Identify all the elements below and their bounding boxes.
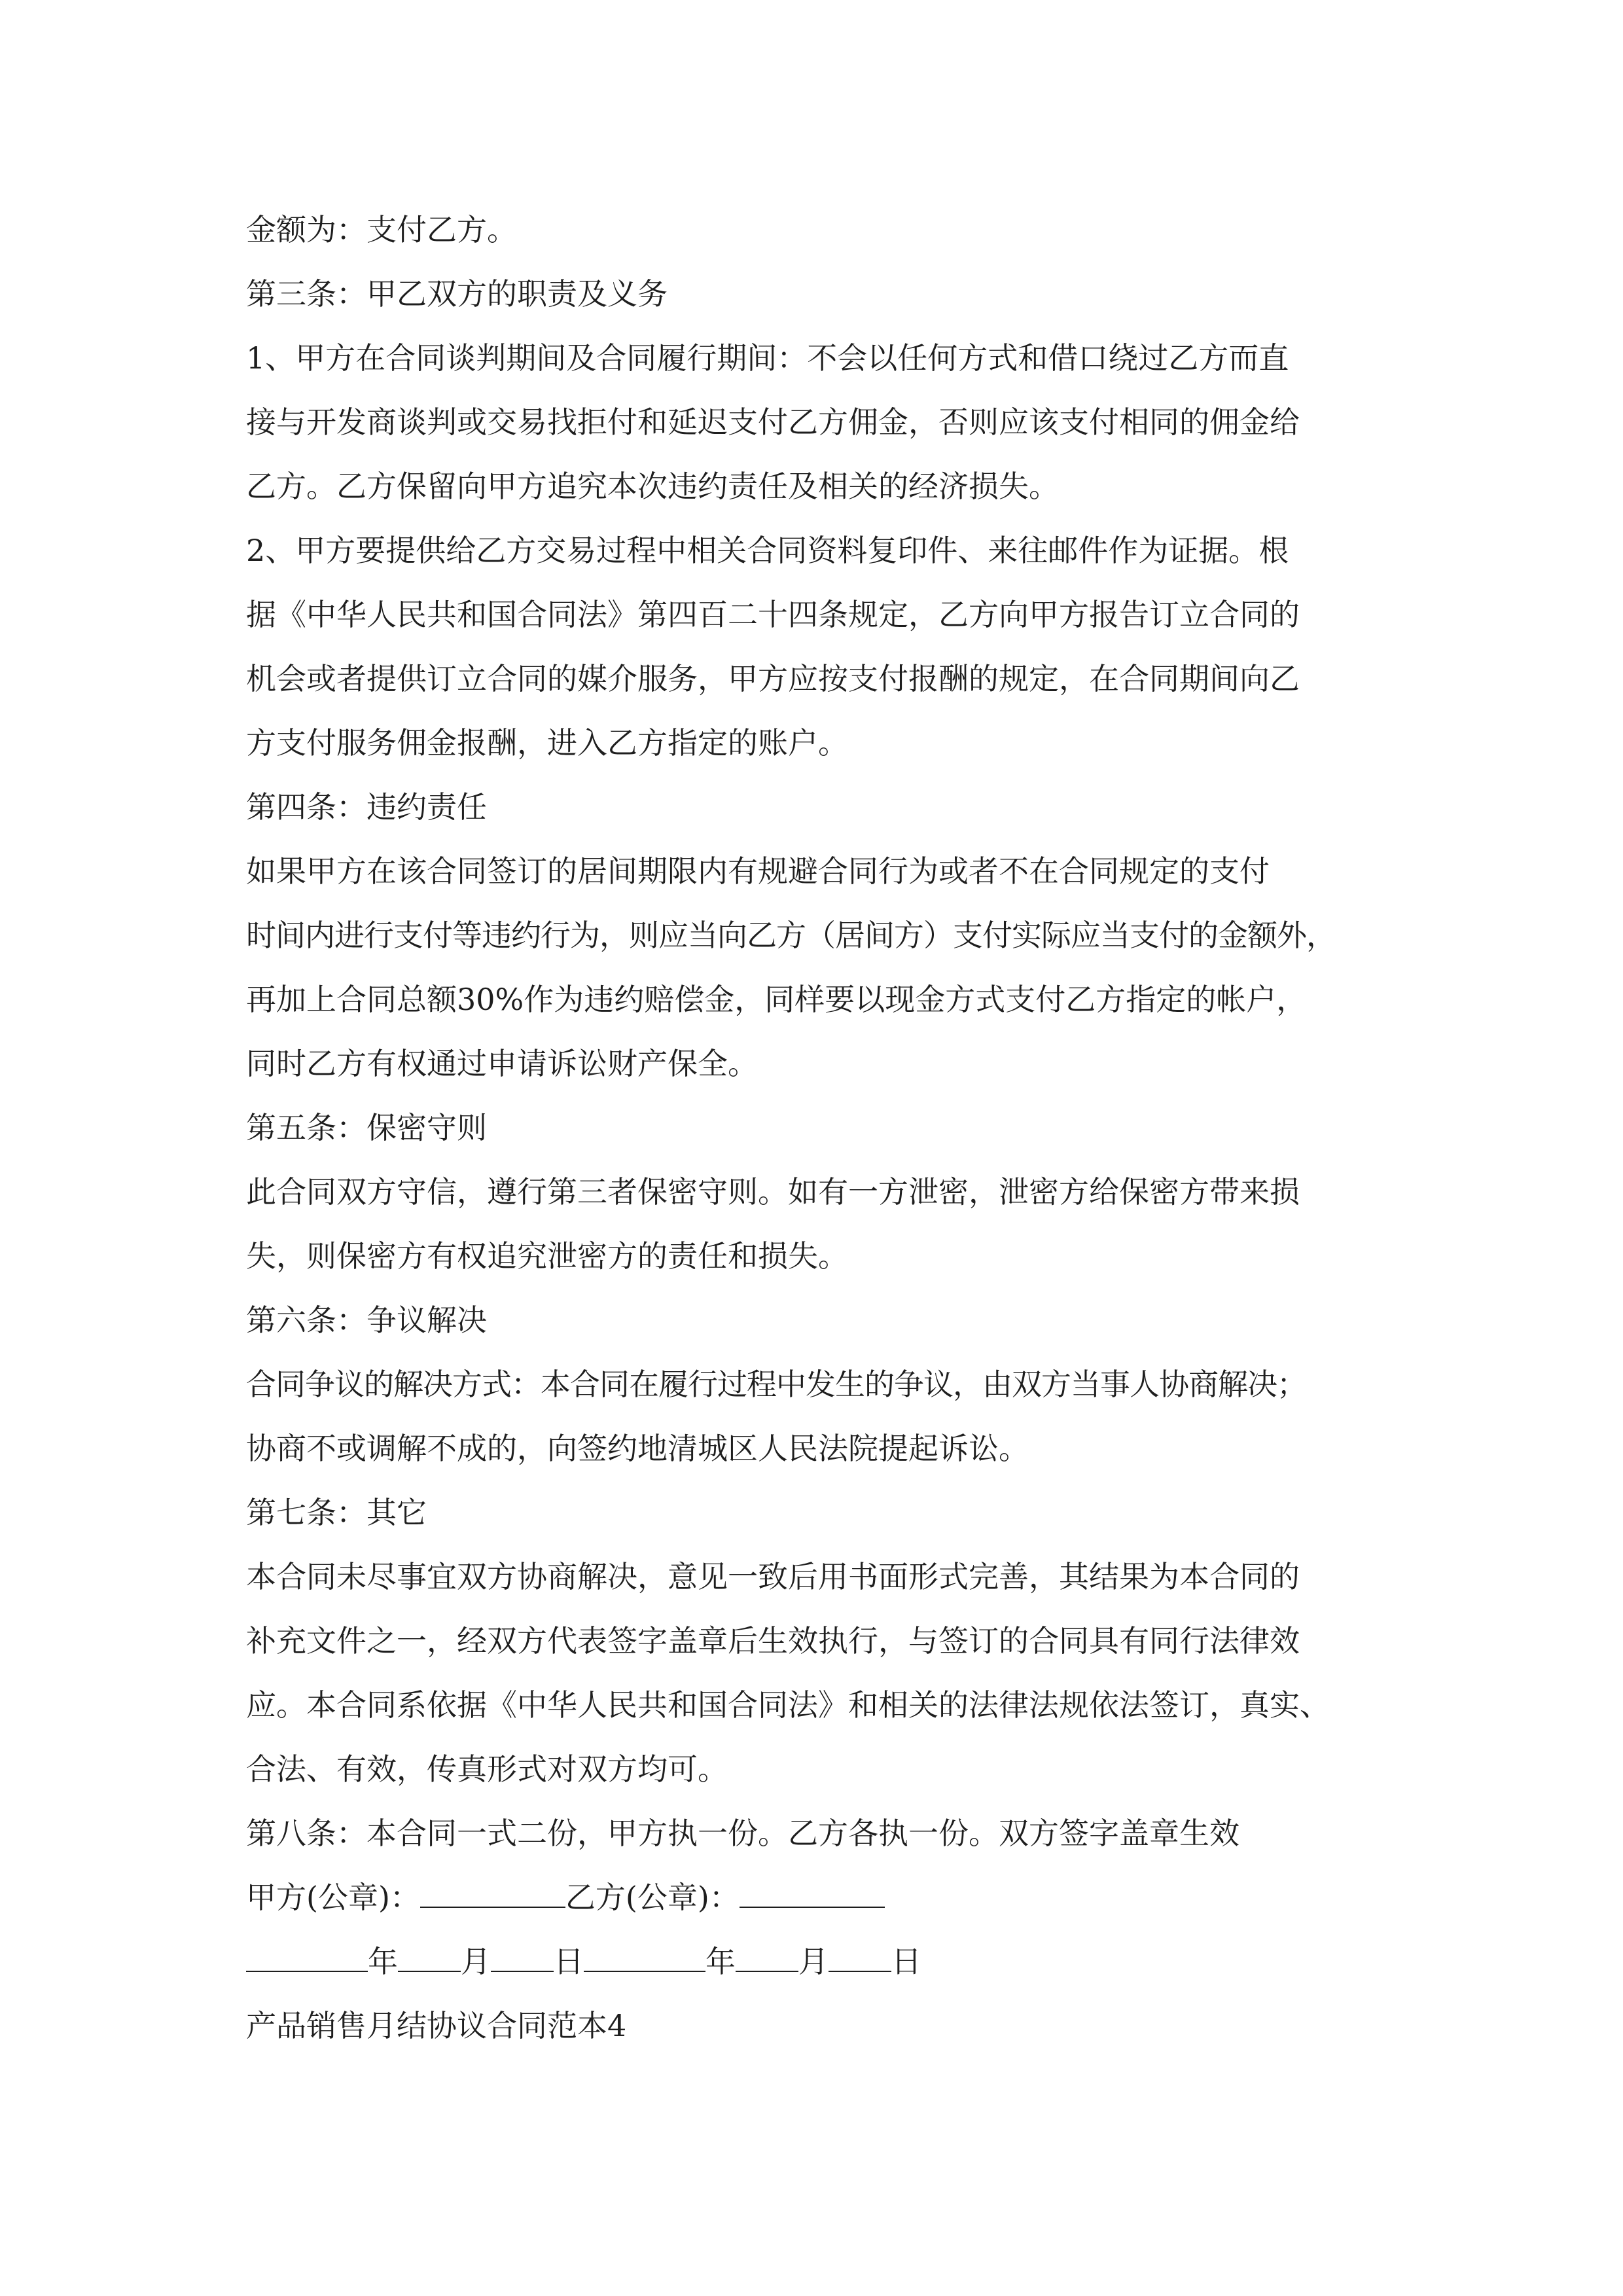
text-line: 方支付服务佣金报酬，进入乙方指定的账户。 [246, 725, 848, 761]
next-contract-title: 产品销售月结协议合同范本4 [246, 2008, 627, 2043]
text-line: 合同争议的解决方式：本合同在履行过程中发生的争议，由双方当事人协商解决； [246, 1367, 1306, 1402]
party-a-month-blank [398, 1945, 461, 1972]
text-line: 同时乙方有权通过申请诉讼财产保全。 [246, 1046, 758, 1081]
section-heading: 第四条：违约责任 [246, 789, 487, 825]
month-label: 月 [798, 1944, 829, 1979]
text-line: 如果甲方在该合同签订的居间期限内有规避合同行为或者不在合同规定的支付 [246, 853, 1270, 889]
signature-line [246, 1865, 1385, 1929]
text-line: 应。本合同系依据《中华人民共和国合同法》和相关的法律法规依法签订，真实、 [246, 1687, 1330, 1723]
document-body [246, 198, 1385, 2058]
date-line [246, 1929, 1385, 1994]
section-heading: 第五条：保密守则 [246, 1110, 487, 1145]
year-label: 年 [368, 1944, 398, 1979]
text-line: 失，则保密方有权追究泄密方的责任和损失。 [246, 1238, 848, 1274]
text-line: 时间内进行支付等违约行为，则应当向乙方（居间方）支付实际应当支付的金额外， [246, 918, 1336, 953]
party-b-month-blank [736, 1945, 798, 1972]
day-label: 日 [891, 1944, 921, 1979]
text-line: 此合同双方守信，遵行第三者保密守则。如有一方泄密，泄密方给保密方带来损 [246, 1174, 1300, 1210]
text-line: 2、甲方要提供给乙方交易过程中相关合同资料复印件、来往邮件作为证据。根 [246, 533, 1289, 568]
text-line: 机会或者提供订立合同的媒介服务，甲方应按支付报酬的规定，在合同期间向乙 [246, 661, 1300, 696]
section-heading: 第三条：甲乙双方的职责及义务 [246, 276, 668, 312]
month-label: 月 [461, 1944, 491, 1979]
section-heading: 第六条：争议解决 [246, 1302, 487, 1338]
party-a-label: 甲方(公章)： [246, 1880, 420, 1915]
text-line: 据《中华人民共和国合同法》第四百二十四条规定，乙方向甲方报告订立合同的 [246, 597, 1300, 632]
text-line: 协商不或调解不成的，向签约地清城区人民法院提起诉讼。 [246, 1431, 1029, 1466]
party-a-year-blank [246, 1945, 368, 1972]
party-a-seal-blank [420, 1880, 565, 1908]
party-b-year-blank [584, 1945, 705, 1972]
text-line: 乙方。乙方保留向甲方追究本次违约责任及相关的经济损失。 [246, 469, 1059, 504]
section-heading: 第八条：本合同一式二份，甲方执一份。乙方各执一份。双方签字盖章生效 [246, 1816, 1240, 1851]
party-b-day-blank [829, 1945, 891, 1972]
party-b-seal-blank [740, 1880, 885, 1908]
section-heading: 第七条：其它 [246, 1495, 427, 1530]
text-line: 接与开发商谈判或交易找拒付和延迟支付乙方佣金，否则应该支付相同的佣金给 [246, 404, 1300, 440]
text-line: 1、甲方在合同谈判期间及合同履行期间：不会以任何方式和借口绕过乙方而直 [246, 340, 1289, 376]
text-line: 金额为：支付乙方。 [246, 212, 517, 247]
party-b-label: 乙方(公章)： [565, 1880, 740, 1915]
day-label: 日 [554, 1944, 584, 1979]
text-line: 合法、有效，传真形式对双方均可。 [246, 1751, 728, 1787]
year-label: 年 [705, 1944, 736, 1979]
text-line: 再加上合同总额30%作为违约赔偿金，同样要以现金方式支付乙方指定的帐户， [246, 982, 1307, 1017]
party-a-day-blank [491, 1945, 554, 1972]
text-line: 补充文件之一，经双方代表签字盖章后生效执行，与签订的合同具有同行法律效 [246, 1623, 1300, 1659]
text-line: 本合同未尽事宜双方协商解决，意见一致后用书面形式完善，其结果为本合同的 [246, 1559, 1300, 1594]
